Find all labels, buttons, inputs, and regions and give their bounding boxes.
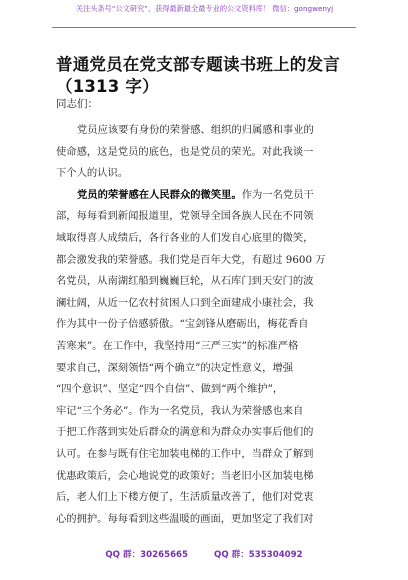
header-divider: [52, 27, 356, 28]
paragraph-line: 牢记“三个务必”。作为一名党员，我认为荣誉感也来自: [56, 404, 304, 417]
paragraph-2: [56, 185, 352, 531]
paragraph-line: 澜壮阔，从近一亿农村贫困人口到全面建成小康社会，我: [56, 296, 314, 309]
paragraph-line: 使命感，这是党员的底色，也是党员的荣光。对此我谈一: [56, 145, 314, 158]
paragraph-line: 作为其中一份子倍感骄傲。“宝剑锋从磨砺出，梅花香自: [56, 318, 309, 331]
footer-contact: [0, 548, 408, 560]
salutation: 同志们：: [56, 98, 98, 110]
title-line-1: 普通党员在党支部专题读书班上的发言: [56, 55, 340, 74]
paragraph-lead-sentence: 党员的荣誉感在人民群众的微笑里。: [77, 188, 242, 201]
header-banner: 关注头条号“公文研究”，获得最新最全最专业的公文资料库！ 微信：gongwenyj: [75, 4, 334, 13]
paragraph-line: 都会激发我的荣誉感。我们党是百年大党，有超过 9600 万: [56, 253, 326, 266]
paragraph-line: 优惠政策后，会心地说党的政策好；当老旧小区加装电梯: [56, 469, 314, 482]
paragraph-lead-tail: 作为一名党员干: [241, 188, 314, 201]
paragraph-line: 苦寒来”。在工作中，我坚持用“三严三实”的标准严格: [56, 339, 299, 352]
paragraph-line: 心的拥护。每每看到这些温暖的画面，更加坚定了我们对: [56, 512, 314, 525]
footer-qq-group-1: QQ 群：30265665: [105, 550, 189, 560]
paragraph-line: 名党员，从南湖红船到巍巍巨轮，从石库门到天安门的波: [56, 275, 314, 288]
paragraph-line: 要求自己，深刻领悟“两个确立”的决定性意义，增强: [56, 361, 294, 374]
paragraph-line: 于把工作落到实处后群众的满意和为群众办实事后他们的: [56, 426, 314, 439]
paragraph-line: 党员应该要有身份的荣誉感、组织的归属感和事业的: [77, 124, 314, 136]
paragraph-line: 下个人的认识。: [56, 167, 129, 180]
title-line-2: （1313 字）: [56, 77, 159, 96]
document-body: [56, 120, 352, 530]
document-title: [56, 54, 356, 98]
paragraph-line: 认可。在参与既有住宅加装电梯的工作中，当群众了解到: [56, 447, 314, 460]
paragraph-first-line: [56, 185, 352, 207]
footer-qq-group-2: QQ 群：535304092: [214, 550, 303, 560]
paragraph-line: 域取得喜人成绩后，各行各业的人们发自心底里的微笑，: [56, 231, 314, 244]
paragraph-line: 后，老人们上下楼方便了，生活质量改善了，他们对党衷: [56, 491, 314, 504]
paragraph-1: [56, 120, 352, 185]
paragraph-line: “四个意识”、坚定“四个自信”、做到“两个维护”，: [56, 383, 284, 396]
paragraph-line: 部，每每看到新闻报道里，党领导全国各族人民在不同领: [56, 210, 314, 223]
